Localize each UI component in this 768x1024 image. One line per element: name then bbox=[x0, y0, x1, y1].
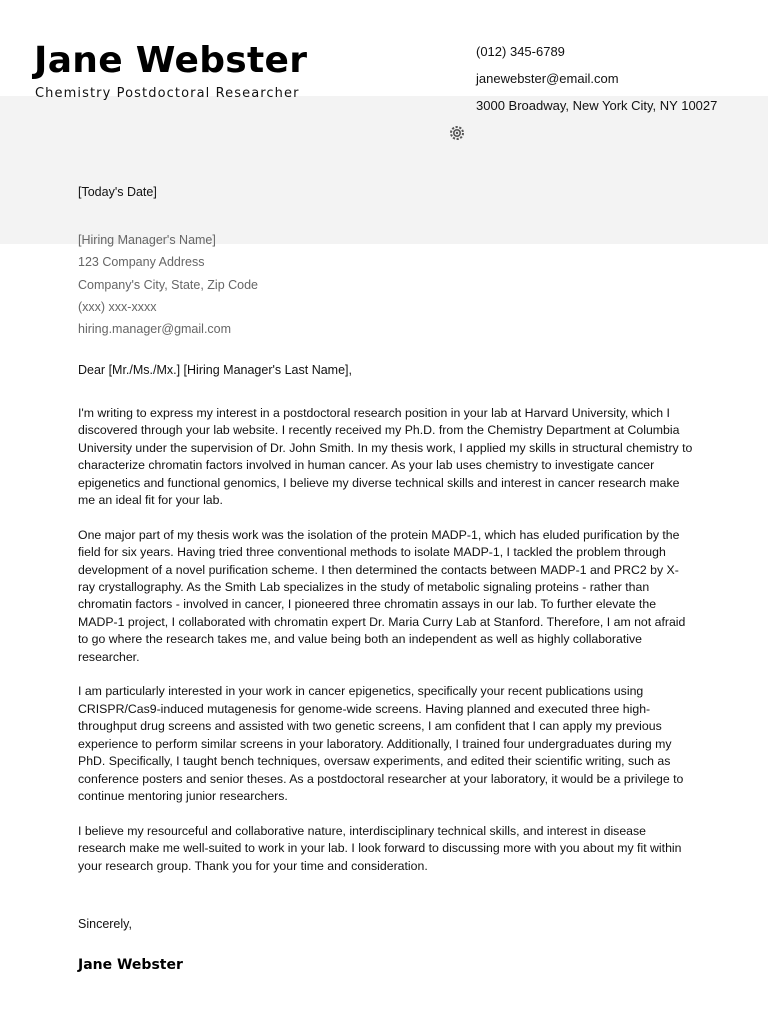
signature: Jane Webster bbox=[78, 957, 183, 973]
applicant-title: Chemistry Postdoctoral Researcher bbox=[35, 86, 300, 101]
body-paragraph: I'm writing to express my interest in a postdoctoral research position in your lab at Harvard University, which I discovered through your lab website. I recently received my Ph.D. from the Chemistry Department at Columbia University under the supervision of Dr. John Smith. In my thesis work, I applied my skills in structural chemistry to characterize chromatin factors involved in human cancer. As your lab uses chemistry to investigate cancer epigenetics and functional genomics, I believe my diverse technical skills and interest in cancer research make me an ideal fit for your lab. bbox=[78, 406, 693, 508]
body-paragraph: I believe my resourceful and collaborative nature, interdisciplinary technical skills, and interest in disease research make me well-suited to work in your lab. I look forward to discussing more with you about my fit within your research group. Thank you for your time and consideration. bbox=[78, 823, 682, 873]
recipient-address: 123 Company Address bbox=[78, 255, 205, 270]
contact-phone: (012) 345-6789 bbox=[476, 44, 565, 59]
contact-email: janewebster@email.com bbox=[476, 71, 619, 86]
gear-icon bbox=[449, 125, 465, 141]
recipient-name: [Hiring Manager's Name] bbox=[78, 233, 216, 247]
contact-address: 3000 Broadway, New York City, NY 10027 bbox=[476, 98, 718, 113]
header-band bbox=[0, 96, 768, 244]
recipient-city: Company's City, State, Zip Code bbox=[78, 277, 259, 292]
letter-date: [Today's Date] bbox=[78, 185, 157, 199]
closing: Sincerely, bbox=[78, 917, 132, 931]
letter-body bbox=[78, 405, 693, 892]
body-paragraph: I am particularly interested in your work in cancer epigenetics, specifically your recent publications using CRISPR/Cas9-induced mutagenesis for genome-wide screens. Having planned and executed three high-throughput drug screens and assisted with two genetic screens, I am confident that I can apply my previous experience to perform similar screens in your laboratory. Additionally, I trained four undergraduates during my PhD. Specifically, I taught bench techniques, oversaw experiments, and edited their scientific writing, such as conference posters and senior theses. As a postdoctoral researcher at your laboratory, it would be a privilege to continue mentoring junior researchers. bbox=[78, 684, 684, 803]
salutation: Dear [Mr./Ms./Mx.] [Hiring Manager's Last Name], bbox=[78, 363, 352, 377]
applicant-name: Jane Webster bbox=[34, 40, 308, 81]
body-paragraph: One major part of my thesis work was the isolation of the protein MADP-1, which has eluded purification by the field for six years. Having tried three conventional methods to isolate MADP-1, I tackled the problem through development of a novel purification scheme. I then determined the contacts between MADP-1 and PRC2 by X-ray crystallography. As the Smith Lab specializes in the study of metabolic signaling proteins - rather than chromatin factors - involved in cancer, I pioneered three chromatin assays in our lab. To further elevate the MADP-1 project, I collaborated with chromatin expert Dr. Maria Curry Lab at Stanford. Therefore, I am not afraid to go where the research takes me, and value being both an independent as well as highly collaborative researcher. bbox=[78, 527, 686, 664]
recipient-phone: (xxx) xxx-xxxx bbox=[78, 299, 157, 314]
recipient-block bbox=[78, 229, 258, 340]
recipient-email: hiring.manager@gmail.com bbox=[78, 322, 232, 337]
